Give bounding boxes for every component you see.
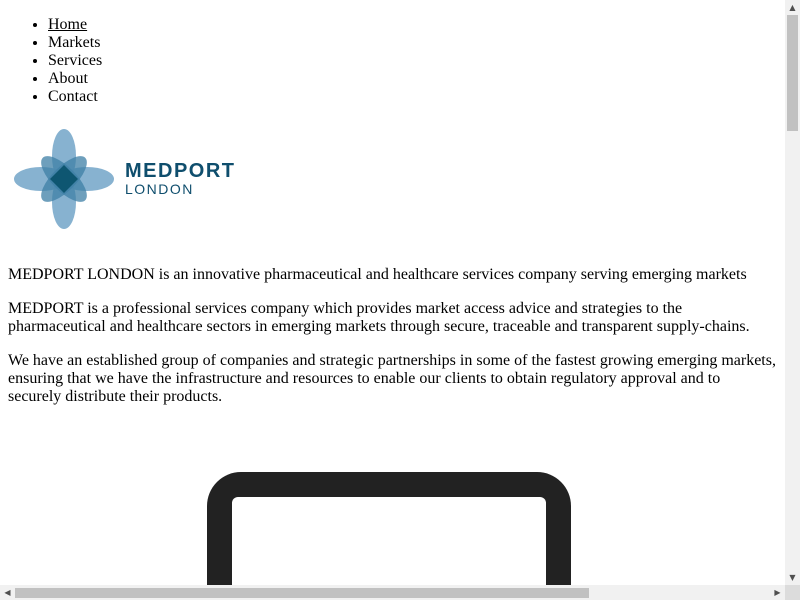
partnerships-paragraph: We have an established group of companies and strategic partnerships in some of the fastest growing emerging markets, ensuring that we have the infrastructure and resources to enable our clients to obtain regulatory approval and to securely distribute their products. — [8, 352, 776, 405]
scroll-down-arrow-icon[interactable]: ▼ — [789, 573, 796, 582]
scroll-up-arrow-icon[interactable]: ▲ — [789, 3, 796, 12]
page-content — [0, 16, 785, 406]
medport-logo[interactable] — [8, 126, 238, 230]
scrollbar-corner — [785, 585, 800, 600]
nav-item-contact — [48, 88, 777, 106]
nav-item-services — [48, 52, 777, 70]
intro-paragraph: MEDPORT LONDON is an innovative pharmaceutical and healthcare services company serving emerging markets — [8, 266, 747, 283]
nav-link-markets[interactable]: Markets — [48, 34, 101, 51]
nav-link-contact[interactable]: Contact — [48, 88, 98, 105]
nav-link-about[interactable]: About — [48, 70, 88, 87]
scroll-left-arrow-icon[interactable]: ◀ — [4, 588, 11, 597]
horizontal-scrollbar[interactable] — [0, 585, 785, 600]
nav-item-home — [48, 16, 777, 34]
nav-item-markets — [48, 34, 777, 52]
scroll-right-arrow-icon[interactable]: ▶ — [774, 588, 781, 597]
vertical-scrollbar[interactable] — [785, 0, 800, 585]
main-nav — [8, 16, 777, 106]
vertical-scroll-thumb[interactable] — [787, 15, 798, 131]
nav-link-home[interactable]: Home — [48, 16, 88, 33]
tablet-frame-icon — [207, 472, 571, 585]
logo-wordmark-line2: LONDON — [125, 181, 194, 197]
nav-item-about — [48, 70, 777, 88]
horizontal-scroll-thumb[interactable] — [15, 588, 589, 598]
tablet-screen — [232, 497, 546, 585]
cross-flower-icon — [14, 129, 114, 229]
logo-wordmark-line1: MEDPORT — [125, 160, 236, 182]
nav-link-services[interactable]: Services — [48, 52, 103, 69]
services-paragraph: MEDPORT is a professional services company which provides market access advice and strategies to the pharmaceutical and healthcare sectors in emerging markets through secure, traceable and transparent supply-chains. — [8, 300, 750, 335]
